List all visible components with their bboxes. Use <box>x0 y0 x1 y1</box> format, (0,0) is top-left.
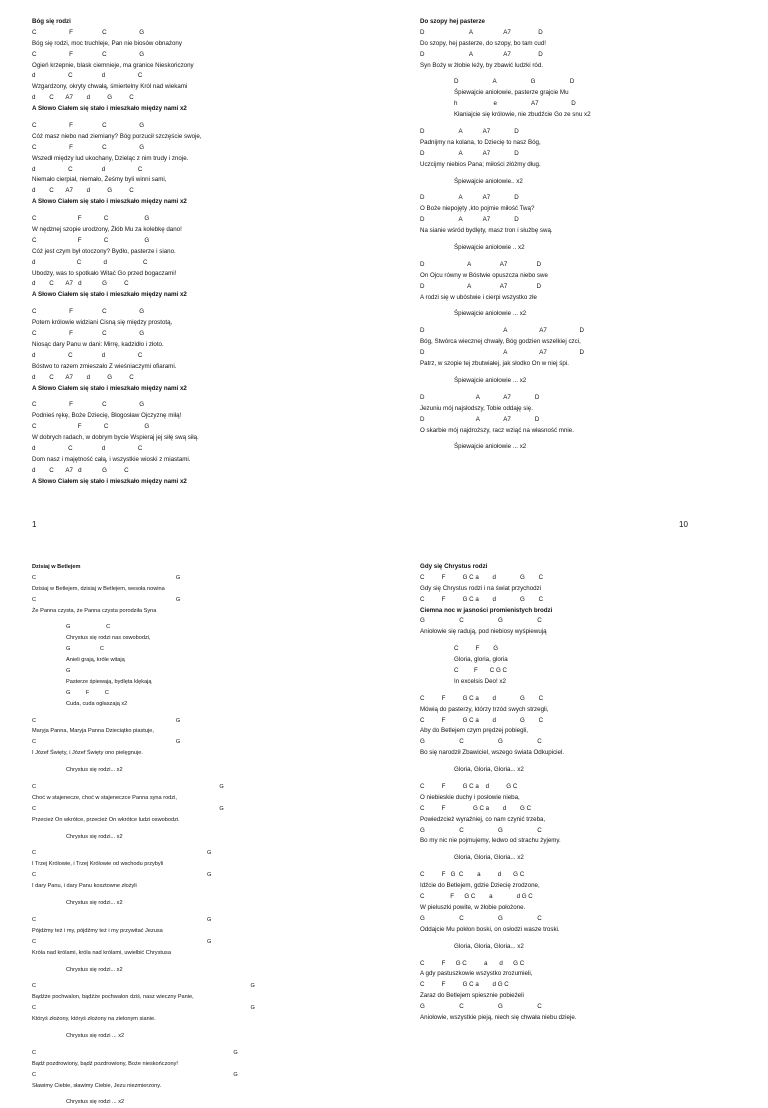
lyric-line: Anieli grają, króle witają <box>66 657 125 664</box>
chord-line: C G <box>32 596 181 603</box>
lyric-line: Chrystus się rodzi... x2 <box>66 966 123 973</box>
lyric-line: Gdy się Chrystus rodzi i na świat przychodzi <box>420 584 542 592</box>
lyric-line: D A A7 D <box>420 128 519 136</box>
lyric-line: Śpiewajcie aniołowie.. x2 <box>454 177 523 185</box>
lyric-line: Cóż masz niebo nad ziemiany? Bóg porzucił szczęście swoje, <box>32 132 202 140</box>
lyric-line: d C A7 d G C <box>32 373 134 381</box>
lyric-line: A Słowo Ciałem się stało i mieszkało między nami x2 <box>32 291 187 299</box>
lyric-line: Do szopy, hej pasterze, do szopy, bo tam cud! <box>420 39 546 47</box>
lyric-line: C F G C a d G C <box>420 959 525 967</box>
song-body <box>420 28 760 453</box>
lyric-line: Bóg, Stwórca wiecznej chwały, Bóg godzien wszelkiej czci, <box>420 338 581 346</box>
lyric-line: Śpiewajcie aniołowie ... x2 <box>454 376 527 384</box>
lyric-line: D A A7 D <box>420 149 519 157</box>
lyric-line: Powiedzcież wyraźniej, co nam czynić trzeba, <box>420 815 546 823</box>
lyric-line: A rodzi się w ubóstwie i cierpi wszystko złe <box>420 293 537 301</box>
lyric-line: D A A7 D <box>420 415 540 423</box>
lyric-line: C F C G <box>32 308 145 316</box>
chord-line: C G <box>32 916 212 923</box>
lyric-line: d C A7 d G C <box>32 280 129 288</box>
song-gdy-sie-chrystus-rodzi <box>420 562 760 1024</box>
lyric-line: Niosąc dary Panu w dani: Mirrę, kadzidło i złoto. <box>32 340 164 348</box>
chord-line: C G <box>32 872 212 879</box>
lyric-line: Aby do Betlejem czym prędzej pobiegli, <box>420 727 528 735</box>
chord-line: C G <box>32 574 181 581</box>
lyric-line: Chrystus się rodzi ... x2 <box>66 1099 125 1106</box>
lyric-line: Dom nasz i majętność całą, i wszystkie wioski z miastami. <box>32 455 191 463</box>
lyric-line: C F G C a d G C <box>420 573 544 581</box>
song-dzisiaj-w-betlejem <box>32 562 372 1108</box>
lyric-line: d C d C <box>32 351 143 359</box>
song-body <box>32 28 372 488</box>
lyric-line: C F C G <box>32 401 145 409</box>
lyric-line: D A A7 D <box>420 216 519 224</box>
lyric-line: C F C G C <box>454 667 507 675</box>
lyric-line: D A A7 D <box>420 282 542 290</box>
lyric-line: Bo się narodził Zbawiciel, wszego świata Odkupiciel. <box>420 749 565 757</box>
lyric-line: Mówią do pasterzy, którzy trzód swych strzegli, <box>420 705 549 713</box>
song-body <box>32 573 372 1108</box>
lyric-line: Oddajcie Mu pokłon boski, on osłodzi wasze troski. <box>420 925 560 933</box>
lyric-line: Chrystus się rodzi... x2 <box>66 900 123 907</box>
lyric-line: I dary Panu, i dary Panu kosztowne złożyli <box>32 883 137 890</box>
lyric-line: Chrystus się rodzi... x2 <box>66 833 123 840</box>
chord-line: C G <box>32 1005 255 1012</box>
lyric-line: C F C G <box>32 50 145 58</box>
lyric-line: Bo my nic nie pojmujemy, ledwo od strachu żyjemy. <box>420 837 561 845</box>
lyric-line: Bóg się rodzi, moc truchleje, Pan nie biosów obnażony <box>32 39 182 47</box>
lyric-line: C F C G <box>32 28 145 36</box>
lyric-line: Któryś złożony, któryś złożony na zielonym sianie. <box>32 1016 156 1023</box>
lyric-line: C F C G <box>32 122 145 130</box>
lyric-line: Aniołowie, wszystkie pieją, niech się chwała niebu dzieje. <box>420 1013 577 1021</box>
song-title: Gdy się Chrystus rodzi <box>420 563 488 570</box>
lyric-line: Uczcijmy niebios Pana; miłości złóżmy dług. <box>420 160 541 168</box>
lyric-line: Idźcie do Betlejem, gdzie Dziecię zrodzone, <box>420 882 540 890</box>
lyric-line: Sławimy Ciebie, sławimy Ciebie, Jezu niezmierzony. <box>32 1082 162 1089</box>
lyric-line: C F C G <box>32 236 150 244</box>
lyric-line: Bóstwo to razem zmieszało Z wieśniaczymi ofiarami. <box>32 362 177 370</box>
lyric-line: C F G <box>454 645 499 653</box>
lyric-line: D A A7 D <box>420 194 519 202</box>
lyric-line: d C A7 d G C <box>32 466 129 474</box>
lyric-line: C F C G <box>32 330 145 338</box>
song-title: Dzisiaj w Betlejem <box>32 564 81 570</box>
lyric-line: Kłaniajcie się królowie, nie zbudźcie Go ze snu x2 <box>454 111 591 119</box>
lyric-line: d C d C <box>32 258 148 266</box>
page-number: 10 <box>679 520 688 529</box>
lyric-line: Bądźże pochwalon, bądźże pochwalon dziś, nasz wieczny Panie, <box>32 994 194 1001</box>
lyric-line: D A G D <box>454 78 575 86</box>
lyric-line: Dzisiaj w Betlejem, dzisiaj w Betlejem, wesoła nowina <box>32 585 165 592</box>
lyric-line: Śpiewajcie aniołowie .. x2 <box>454 244 525 252</box>
lyric-line: Pójdźmy też i my, pójdźmy też i my przywitać Jezusa <box>32 927 163 934</box>
lyric-line: Padnijmy na kolana, to Dziecię to nasz Bóg, <box>420 138 541 146</box>
lyric-line: Gloria, Gloria, Gloria... x2 <box>454 766 524 774</box>
lyric-line: C F C G <box>32 215 150 223</box>
lyric-line: Gloria, gloria, gloria <box>454 656 508 664</box>
song-title: Do szopy hej pasterze <box>420 18 485 25</box>
lyric-line: D A A7 D <box>420 28 543 36</box>
lyric-line: W nędznej szopie urodzony, Żłób Mu za kolebkę dano! <box>32 226 182 234</box>
lyric-line: Patrz, w szopie tej zbutwiałej, jak słodko On w niej śpi. <box>420 360 569 368</box>
lyric-line: I Trzej Królowie, i Trzej Królowie od wschodu przybyli <box>32 861 164 868</box>
lyric-line: G C G C <box>420 914 542 922</box>
lyric-line: C F G C a d G C <box>420 804 532 812</box>
lyric-line: Ogień krzepnie, blask ciemnieje, ma granice Nieskończony <box>32 61 194 69</box>
lyric-line: Chrystus się rodzi ... x2 <box>66 1032 125 1039</box>
lyric-line: Bądź pozdrowiony, bądź pozdrowiony, Boże nieskończony! <box>32 1060 178 1067</box>
lyric-line: C F G C a d G C <box>420 716 544 724</box>
page-number: 1 <box>32 520 37 529</box>
lyric-line: G F C <box>66 689 109 696</box>
lyric-line: A Słowo Ciałem się stało i mieszkało między nami x2 <box>32 198 187 206</box>
lyric-line: Jezuniu mój najsłodszy, Tobie oddaję się. <box>420 404 533 412</box>
lyric-line: C F G C a d G C <box>420 694 544 702</box>
chord-line: C G <box>32 1049 238 1056</box>
lyric-line: Przecież On wkrótce, przecież On wkrótce ludzi oswobodzi. <box>32 816 180 823</box>
chord-line: G <box>66 668 71 675</box>
lyric-line: d C A7 d G C <box>32 94 134 102</box>
lyric-line: W pieluszki powite, w żłobie położone. <box>420 903 526 911</box>
song-bog-sie-rodzi <box>32 17 372 488</box>
lyric-line: I Józef Święty, i Józef Święty ono pielęgnuje. <box>32 750 143 757</box>
lyric-line: Pasterze śpiewają, bydlęta klękają <box>66 678 152 685</box>
lyric-line: Cóż jest czym był otoczony? Bydło, pasterze i siano. <box>32 247 176 255</box>
lyric-line: D A A7 D <box>420 393 540 401</box>
lyric-line: Cuda, cuda ogłaszają x2 <box>66 700 128 707</box>
lyric-line: G C G C <box>420 617 542 625</box>
lyric-line: Wszedł między lud ukochany, Dzieląc z nim trudy i znoje. <box>32 154 189 162</box>
lyric-line: G C G C <box>420 1003 542 1011</box>
lyric-line: Śpiewajcie aniołowie, pasterze grajcie Mu <box>454 89 569 97</box>
lyric-line: A Słowo Ciałem się stało i mieszkało między nami x2 <box>32 105 187 113</box>
lyric-line: Zaraz do Betlejem spiesznie pobieżeli <box>420 992 524 1000</box>
lyric-line: C F G C a d G C <box>420 893 533 901</box>
lyric-line: D A A7 D <box>420 260 542 268</box>
lyric-line: Choć w stajenecze, choć w stajeneczce Panna syna rodzi, <box>32 794 177 801</box>
lyric-line: Podnieś rękę, Boże Dziecię, Błogosław Ojczyznę miłą! <box>32 412 182 420</box>
lyric-line: C F C G <box>32 143 145 151</box>
lyric-line: G C G C <box>420 738 542 746</box>
lyric-line: Ciemna noc w jasności promienistych brodzi <box>420 606 553 614</box>
lyric-line: Króla nad królami, króla nad królami, uwielbić Chrystusa <box>32 949 171 956</box>
lyric-line: Ubodzy, was to spotkało Witać Go przed bogaczami! <box>32 269 177 277</box>
lyric-line: Że Panna czysta, że Panna czysta porodziła Syna <box>32 607 157 614</box>
lyric-line: d C A7 d G C <box>32 187 134 195</box>
lyric-line: d C d C <box>32 72 143 80</box>
lyric-line: C F G C a d G C <box>420 595 544 603</box>
lyric-line: A Słowo Ciałem się stało i mieszkało między nami x2 <box>32 477 187 485</box>
lyric-line: D A A7 D <box>420 327 585 335</box>
lyric-line: Wzgardzony, okryty chwałą, śmiertelny Król nad wiekami <box>32 83 188 91</box>
lyric-line: Syn Boży w żłobie leży, by zbawić ludzki ród. <box>420 61 543 69</box>
chord-line: G C <box>66 624 111 631</box>
lyric-line: d C d C <box>32 165 143 173</box>
chord-line: C G <box>32 805 224 812</box>
song-do-szopy <box>420 17 760 453</box>
lyric-line: C F C G <box>32 423 150 431</box>
lyric-line: C F G C a d G C <box>420 871 525 879</box>
lyric-line: d C d C <box>32 444 143 452</box>
lyric-line: On Ojcu równy w Bóstwie opuszcza niebo swe <box>420 271 548 279</box>
chord-line: C G <box>32 1071 238 1078</box>
lyric-line: Na sianie wśród bydlęty, masz tron i służbę swą. <box>420 227 553 235</box>
lyric-line: A gdy pastuszkowie wszystko zrozumieli, <box>420 970 533 978</box>
lyric-line: O Boże niepojęty ,kto pojmie miłość Twą? <box>420 205 535 213</box>
chord-line: C G <box>32 850 212 857</box>
lyric-line: In excelsis Deo! x2 <box>454 677 506 685</box>
lyric-line: Chrystus się rodzi nas oswobodzi, <box>66 635 151 642</box>
lyric-line: Śpiewajcie aniołowie ... x2 <box>454 310 527 318</box>
chord-line: C G <box>32 717 181 724</box>
lyric-line: A Słowo Ciałem się stało i mieszkało między nami x2 <box>32 384 187 392</box>
chord-line: C G <box>32 938 212 945</box>
lyric-line: Aniołowie się radują, pod niebiosy wyśpiewują <box>420 628 547 636</box>
lyric-line: h e A7 D <box>454 100 576 108</box>
lyric-line: O skarbie mój najdroższy, racz wziąć na własność mnie. <box>420 426 574 434</box>
chord-line: C G <box>32 983 255 990</box>
lyric-line: D A A7 D <box>420 50 543 58</box>
lyric-line: C F G C a d G C <box>420 783 518 791</box>
lyric-line: O niebieskie duchy i posłowie nieba, <box>420 793 520 801</box>
lyric-line: Potem królowie widziani Cisną się między prostotą, <box>32 319 173 327</box>
lyric-line: Gloria, Gloria, Gloria... x2 <box>454 942 524 950</box>
lyric-line: Chrystus się rodzi... x2 <box>66 767 123 774</box>
lyric-line: D A A7 D <box>420 349 585 357</box>
lyric-line: Śpiewajcie aniołowie ... x2 <box>454 443 527 451</box>
chord-line: C G <box>32 784 224 791</box>
lyric-line: Niemało cierpiał, niemało, Żeśmy byli winni sami, <box>32 176 167 184</box>
lyric-line: Gloria, Gloria, Gloria... x2 <box>454 854 524 862</box>
chord-line: C G <box>32 739 181 746</box>
chord-line: G C <box>66 646 104 653</box>
lyric-line: C F G C a d G C <box>420 981 509 989</box>
lyric-line: G C G C <box>420 826 542 834</box>
song-title: Bóg się rodzi <box>32 18 71 25</box>
song-body <box>420 573 760 1024</box>
lyric-line: Maryja Panna, Maryja Panna Dzieciątko piastuje, <box>32 728 154 735</box>
lyric-line: W dobrych radach, w dobrym bycie Wspieraj jej siłę swą siłą. <box>32 434 199 442</box>
